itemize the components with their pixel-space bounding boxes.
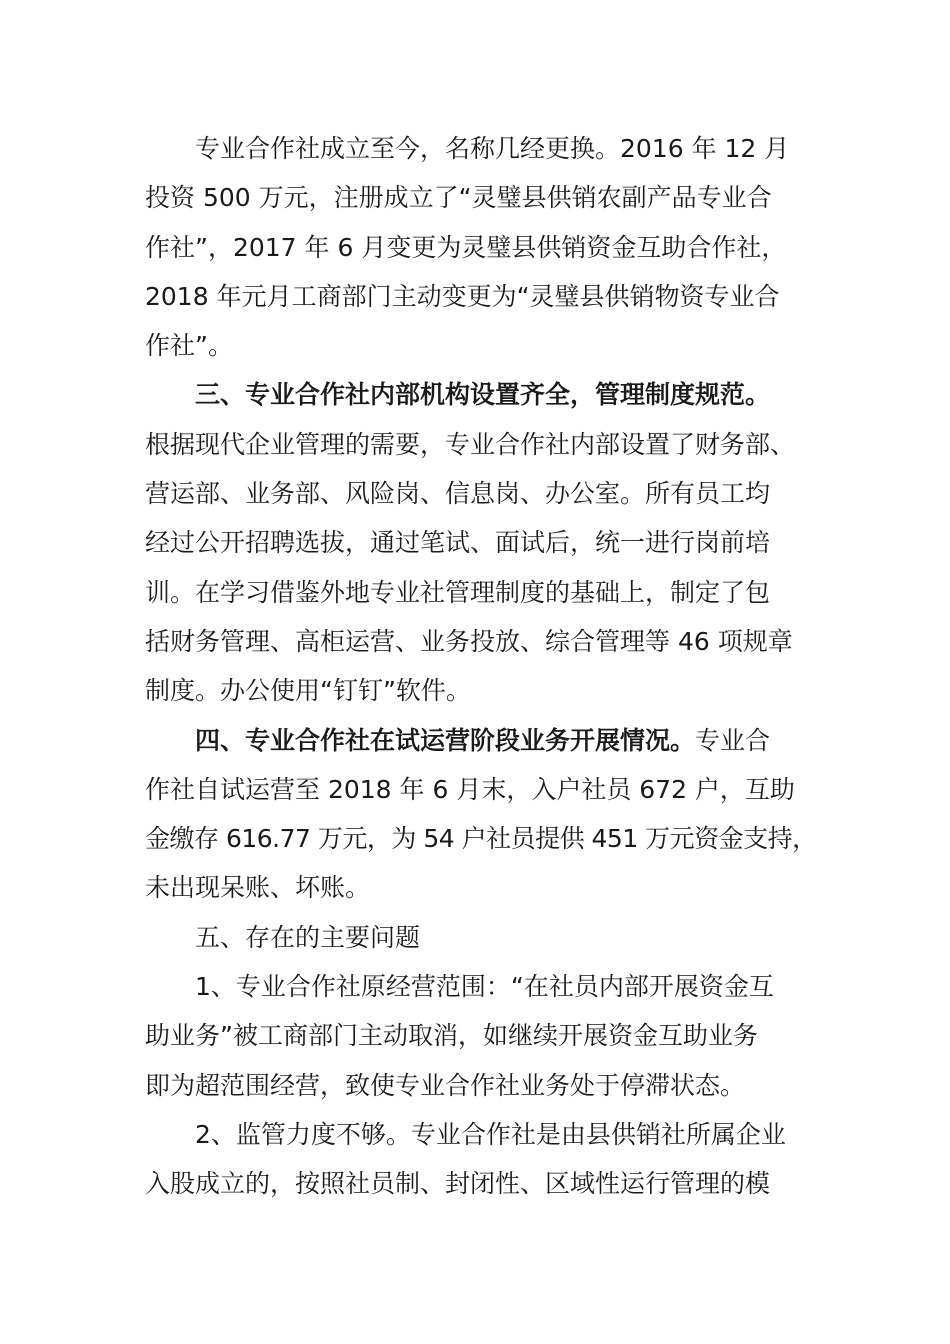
line-19 xyxy=(145,1011,825,1060)
text-segment: 金缴存 616.77 万元，为 54 户社员提供 451 万元资金支持， xyxy=(145,824,817,854)
heading-text: 五、存在的主要问题 xyxy=(195,922,421,952)
text-segment: 作社”，2017 年 6 月变更为灵璧县供销资金互助合作社， xyxy=(145,232,787,262)
line-14 xyxy=(145,765,825,814)
text-segment: 专业合 xyxy=(695,725,771,755)
text-segment: 训。在学习借鉴外地专业社管理制度的基础上，制定了包 xyxy=(145,577,771,607)
line-20 xyxy=(145,1061,825,1110)
line-11 xyxy=(145,617,825,666)
document-body xyxy=(145,124,825,1209)
section-heading-4 xyxy=(145,716,825,765)
section-heading-3 xyxy=(145,370,825,419)
text-segment: 2、监管力度不够。专业合作社是由县供销社所属企业 xyxy=(195,1119,786,1149)
text-segment: 根据现代企业管理的需要，专业合作社内部设置了财务部、 xyxy=(145,429,796,459)
line-10 xyxy=(145,568,825,617)
text-segment: 经过公开招聘选拔，通过笔试、面试后，统一进行岗前培 xyxy=(145,528,771,558)
text-segment: 即为超范围经营，致使专业合作社业务处于停滞状态。 xyxy=(145,1070,746,1100)
line-15 xyxy=(145,814,825,863)
text-segment: 1、专业合作社原经营范围：“在社员内部开展资金互 xyxy=(195,972,774,1002)
line-4 xyxy=(145,272,825,321)
text-segment: 2018 年元月工商部门主动变更为“灵璧县供销物资专业合 xyxy=(145,281,780,311)
line-12 xyxy=(145,666,825,715)
text-segment: 投资 500 万元，注册成立了“灵璧县供销农副产品专业合 xyxy=(145,183,772,213)
text-segment: 助业务”被工商部门主动取消，如继续开展资金互助业务 xyxy=(145,1021,758,1051)
text-segment: 营运部、业务部、风险岗、信息岗、办公室。所有员工均 xyxy=(145,479,771,509)
heading-text: 四、专业合作社在试运营阶段业务开展情况。 xyxy=(195,725,696,755)
text-segment: 专业合作社成立至今，名称几经更换。2016 年 12 月 xyxy=(195,134,790,163)
text-segment: 入股成立的，按照社员制、封闭性、区域性运行管理的模 xyxy=(145,1169,771,1199)
text-segment: 括财务管理、高柜运营、业务投放、综合管理等 46 项规章 xyxy=(145,626,793,656)
heading-text: 三、专业合作社内部机构设置齐全，管理制度规范。 xyxy=(195,380,771,410)
line-7 xyxy=(145,420,825,469)
line-18 xyxy=(145,962,825,1011)
text-segment: 作社”。 xyxy=(145,331,233,361)
section-heading-5 xyxy=(145,913,825,962)
line-16 xyxy=(145,863,825,912)
line-8 xyxy=(145,469,825,518)
text-segment: 未出现呆账、坏账。 xyxy=(145,873,371,903)
text-segment: 作社自试运营至 2018 年 6 月末，入户社员 672 户，互助 xyxy=(145,774,795,804)
line-22 xyxy=(145,1159,825,1208)
line-1 xyxy=(145,124,825,173)
line-21 xyxy=(145,1110,825,1159)
line-5 xyxy=(145,321,825,370)
line-3 xyxy=(145,223,825,272)
line-2 xyxy=(145,173,825,222)
line-9 xyxy=(145,518,825,567)
text-segment: 制度。办公使用“钉钉”软件。 xyxy=(145,676,471,706)
